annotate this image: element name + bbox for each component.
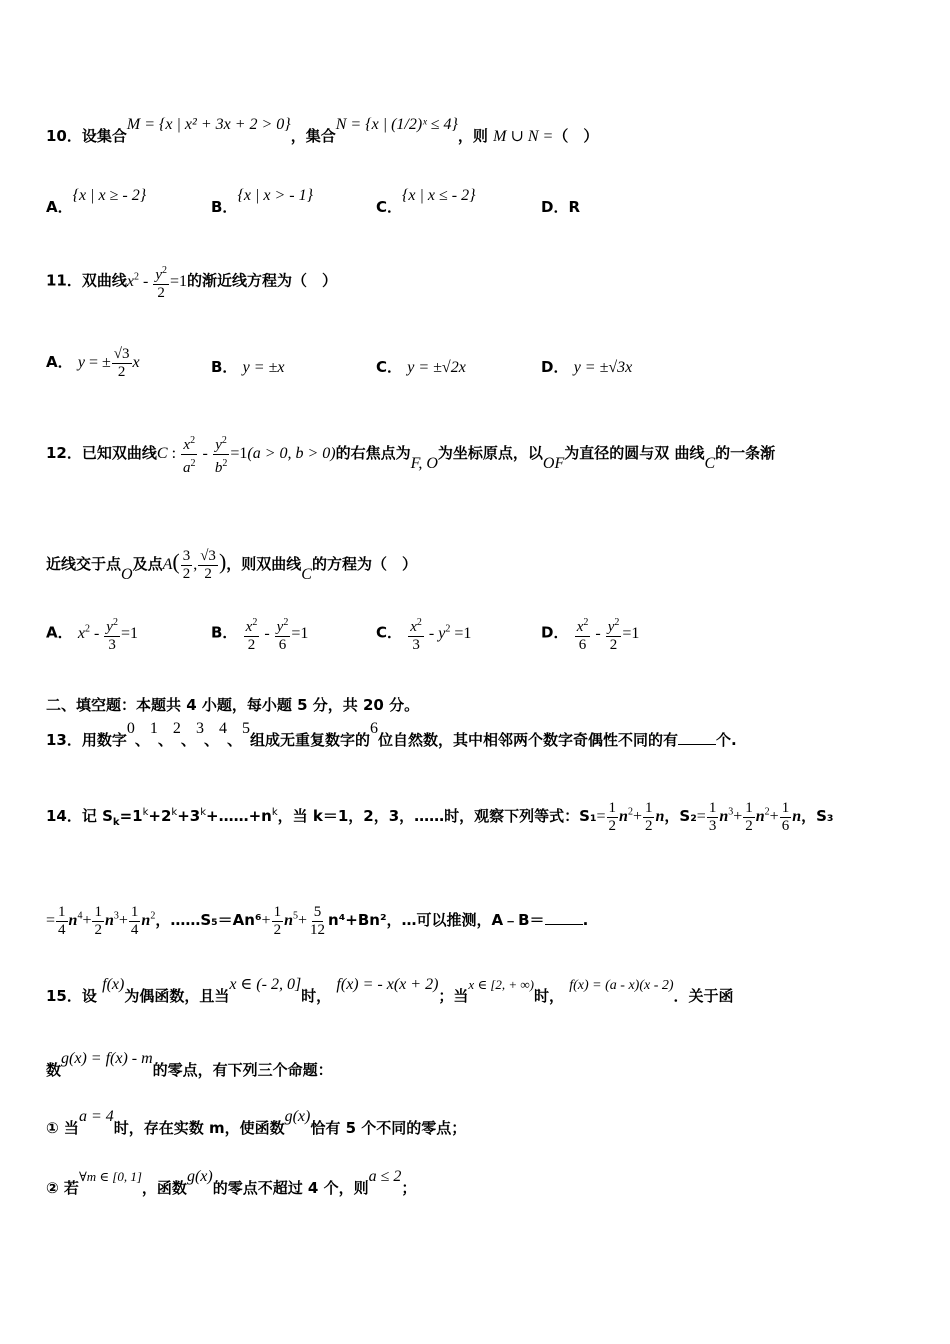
- q12-text: 为坐标原点，以: [437, 444, 543, 463]
- set-n-formula: N = {x | (1/2)ˣ ≤ 4}: [335, 116, 458, 133]
- option-value: y = ±x: [242, 359, 285, 376]
- q10-option-b: [211, 187, 313, 217]
- q14-line-1: 14．记 $S_k=1^k+2^k+3^k+\dots\dots+n^k$，当 k＝1，2，3，……时，观察下列等式：S₁= $\frac{1}{2}$ $n^2+$ $\frac{1}{2}$ n，S₂= $\frac{1}{3}$ $n^3+$ $\frac{1}{2}$ $n^2+$ $\frac{1}{6}$ n，S₃: [46, 800, 834, 834]
- option-label: A．: [46, 353, 73, 372]
- option-label: D．: [541, 198, 569, 216]
- m-range: ∀m ∈ [0, 1]: [78, 1169, 142, 1184]
- q11-option-d: [541, 356, 632, 377]
- g-formula: g(x) = f(x) - m: [61, 1050, 153, 1067]
- q15-text: 恰有 5 个不同的零点；: [310, 1119, 467, 1137]
- domain-1: x ∈ (- 2, 0]: [229, 976, 302, 993]
- q13-line: [46, 720, 737, 751]
- q11-text: 的渐近线方程为（ ）: [187, 271, 338, 290]
- s1-label: S₁: [579, 807, 597, 826]
- f2-formula: f(x) = (a - x)(x - 2): [569, 978, 674, 993]
- point-o: O: [121, 566, 133, 584]
- q10-option-c: [376, 187, 476, 217]
- option-value: y = ± $\frac{√3}{2}$ x: [77, 346, 140, 380]
- q14-text: =1: [119, 807, 143, 826]
- point-a-label: A: [162, 556, 173, 574]
- q15-text: ．关于函: [673, 987, 734, 1005]
- q14-text: +3: [177, 807, 201, 826]
- q14-number: 14．: [46, 807, 82, 826]
- option-label: B．: [211, 623, 238, 642]
- option-label: B．: [211, 198, 238, 216]
- section-title: 二、填空题：本题共 4 小题，每小题 5 分，共 20 分。: [46, 696, 420, 714]
- q15-text: 时，存在实数 m，使函数: [113, 1119, 285, 1137]
- q12-text: 的方程为（ ）: [311, 555, 417, 574]
- q12-line-1: [46, 432, 775, 477]
- q10-text: 设集合: [81, 127, 127, 145]
- q15-proposition-1: [46, 1108, 467, 1139]
- q14-text: n⁴+Bn²，…可以推测，A﹣B＝: [328, 911, 545, 930]
- q12-option-d: [541, 614, 639, 654]
- segment-of: OF: [542, 455, 565, 473]
- q12-text: 近线交于点: [46, 555, 122, 574]
- q12-text: 为直径的圆与双 曲线: [564, 444, 705, 463]
- q12-line-2: [46, 548, 417, 583]
- separator: 、: [226, 731, 242, 749]
- s1-formula: = $\frac{1}{2}$ $n^2+$ $\frac{1}{2}$ n: [596, 800, 665, 834]
- option-label: D．: [541, 358, 569, 376]
- a-bound: a ≤ 2: [368, 1168, 402, 1185]
- digit: 4: [218, 720, 227, 737]
- q12-text: 已知双曲线: [81, 444, 157, 463]
- q12-text: ，则双曲线: [226, 555, 302, 574]
- option-label: A．: [46, 198, 73, 216]
- q15-text: 的零点不超过 4 个，则: [212, 1179, 369, 1197]
- gx-formula: g(x): [186, 1168, 213, 1185]
- q12-option-a: [46, 614, 138, 654]
- option-value: y = ±√3x: [573, 359, 633, 376]
- q11-option-a: [46, 346, 140, 381]
- option-label: C．: [376, 198, 403, 216]
- gx-formula: g(x): [284, 1108, 311, 1125]
- q10-text: ，集合: [290, 127, 336, 145]
- q10-option-a: [46, 187, 147, 217]
- q11-option-b: [211, 356, 284, 377]
- q15-number: 15．: [46, 987, 82, 1005]
- s3-formula: = $\frac{1}{4}$ $n^4+$ $\frac{1}{2}$ $n^3+$ $\frac{1}{4}$ $n^2$: [46, 904, 156, 938]
- s2-label: S₂: [679, 807, 697, 826]
- point-fo: F, O: [410, 455, 438, 473]
- q15-text: ，函数: [141, 1179, 187, 1197]
- option-label: B．: [211, 358, 238, 376]
- q15-line-2: [46, 1050, 333, 1081]
- separator: 、: [134, 731, 150, 749]
- q11-line: [46, 262, 337, 302]
- q14-text: ，……S₅＝An⁶: [155, 911, 262, 930]
- q10-number: 10．: [46, 127, 82, 145]
- option-value: $\frac{x^2}{2}$ - $\frac{y^2}{6}$ =1: [243, 625, 309, 642]
- q12-text: 及点: [132, 555, 163, 574]
- q12-number: 12．: [46, 444, 82, 463]
- option-value: {x | x > - 1}: [237, 187, 313, 204]
- domain-2: x ∈ [2, + ∞): [468, 977, 534, 992]
- q15-text: ；: [401, 1179, 417, 1197]
- digit: 0: [126, 720, 135, 737]
- q14-text: .: [582, 911, 589, 930]
- fx-formula: f(x): [102, 976, 125, 993]
- option-label: A．: [46, 623, 73, 642]
- q14-text: ，当 k＝1，2，3，……时，观察下列等式：: [277, 807, 580, 826]
- option-label: C．: [376, 623, 403, 642]
- q15-text: 为偶函数，且当: [124, 987, 230, 1005]
- q14-text: 记 S: [81, 807, 113, 826]
- separator: 、: [157, 731, 173, 749]
- q13-text: 位自然数，其中相邻两个数字奇偶性不同的有: [377, 731, 678, 749]
- q13-number: 13．: [46, 731, 82, 749]
- q15-text: 设: [81, 987, 97, 1005]
- option-value: y = ±√2x: [407, 359, 466, 376]
- q15-text: 时，: [534, 987, 565, 1005]
- option-value: R: [568, 198, 581, 216]
- s5-formula: + $\frac{1}{2}$ $n^5+$ $\frac{5}{12}$: [261, 904, 326, 938]
- q11-option-c: [376, 356, 466, 377]
- q14-text: +……+n: [206, 807, 272, 826]
- option-label: C．: [376, 358, 403, 376]
- q11-text: 双曲线: [81, 271, 127, 290]
- q14-line-2: [46, 904, 588, 939]
- digit: 1: [149, 720, 158, 737]
- q12-option-b: [211, 614, 308, 654]
- a-value: a = 4: [78, 1108, 114, 1125]
- digit: 5: [241, 720, 250, 737]
- q15-text: 的零点，有下列三个命题：: [152, 1061, 333, 1079]
- q12-option-c: [376, 614, 471, 654]
- s2-formula: = $\frac{1}{3}$ $n^3+$ $\frac{1}{2}$ $n^2+$ $\frac{1}{6}$ n: [696, 800, 802, 834]
- hyperbola-c-equation: C : $\frac{x^2}{a^2}$ - $\frac{y^2}{b^2}$ =1(a > 0, b > 0): [157, 445, 336, 462]
- q10-text: ，则: [457, 127, 488, 145]
- q12-text: 的右焦点为: [335, 444, 411, 463]
- q10-line: [46, 116, 599, 147]
- option-value: $x^2$ - $\frac{y^2}{3}$ =1: [78, 625, 138, 642]
- q12-text: 的一条渐: [715, 444, 776, 463]
- option-value: $\frac{x^2}{3}$ - $y^2 =1$: [407, 625, 471, 642]
- condition: (a > 0, b > 0): [247, 445, 336, 463]
- separator: 、: [180, 731, 196, 749]
- answer-paren: （ ）: [553, 127, 599, 145]
- answer-blank[interactable]: [678, 730, 716, 745]
- hyperbola-equation: $x^2$ - $\frac{y^2}{2}$ =1: [127, 273, 187, 290]
- q13-text: 个.: [716, 731, 737, 749]
- option-label: D．: [541, 623, 569, 642]
- q15-text: ；当: [438, 987, 469, 1005]
- q13-text: 组成无重复数字的: [249, 731, 370, 749]
- q15-text: 时，: [301, 987, 332, 1005]
- option-value: {x | x ≥ - 2}: [72, 187, 147, 204]
- q15-text: ② 若: [46, 1179, 79, 1197]
- point-a: A( $\frac{3}{2}$ , $\frac{√3}{2}$ ): [162, 548, 227, 582]
- option-value: {x | x ≤ - 2}: [402, 187, 476, 204]
- separator: 、: [203, 731, 219, 749]
- answer-blank[interactable]: [545, 910, 583, 925]
- digit: 3: [195, 720, 204, 737]
- q15-text: 数: [46, 1061, 62, 1079]
- q15-line-1: [46, 976, 734, 1008]
- digit: 2: [172, 720, 181, 737]
- curve-c: C: [704, 455, 716, 473]
- union-expr: M ∪ N =: [493, 128, 554, 145]
- q14-text: +2: [148, 807, 172, 826]
- f1-formula: f(x) = - x(x + 2): [336, 976, 439, 993]
- digit: 6: [369, 720, 378, 737]
- s3-label: S₃: [816, 807, 834, 826]
- option-value: $\frac{x^2}{6}$ - $\frac{y^2}{2}$ =1: [574, 625, 640, 642]
- q13-text: 用数字: [81, 731, 127, 749]
- curve-c: C: [301, 566, 312, 584]
- q15-text: ① 当: [46, 1119, 79, 1137]
- q10-option-d: [541, 196, 580, 217]
- q11-number: 11．: [46, 271, 82, 290]
- q15-proposition-2: [46, 1168, 417, 1199]
- set-m-formula: M = {x | x² + 3x + 2 > 0}: [126, 116, 291, 133]
